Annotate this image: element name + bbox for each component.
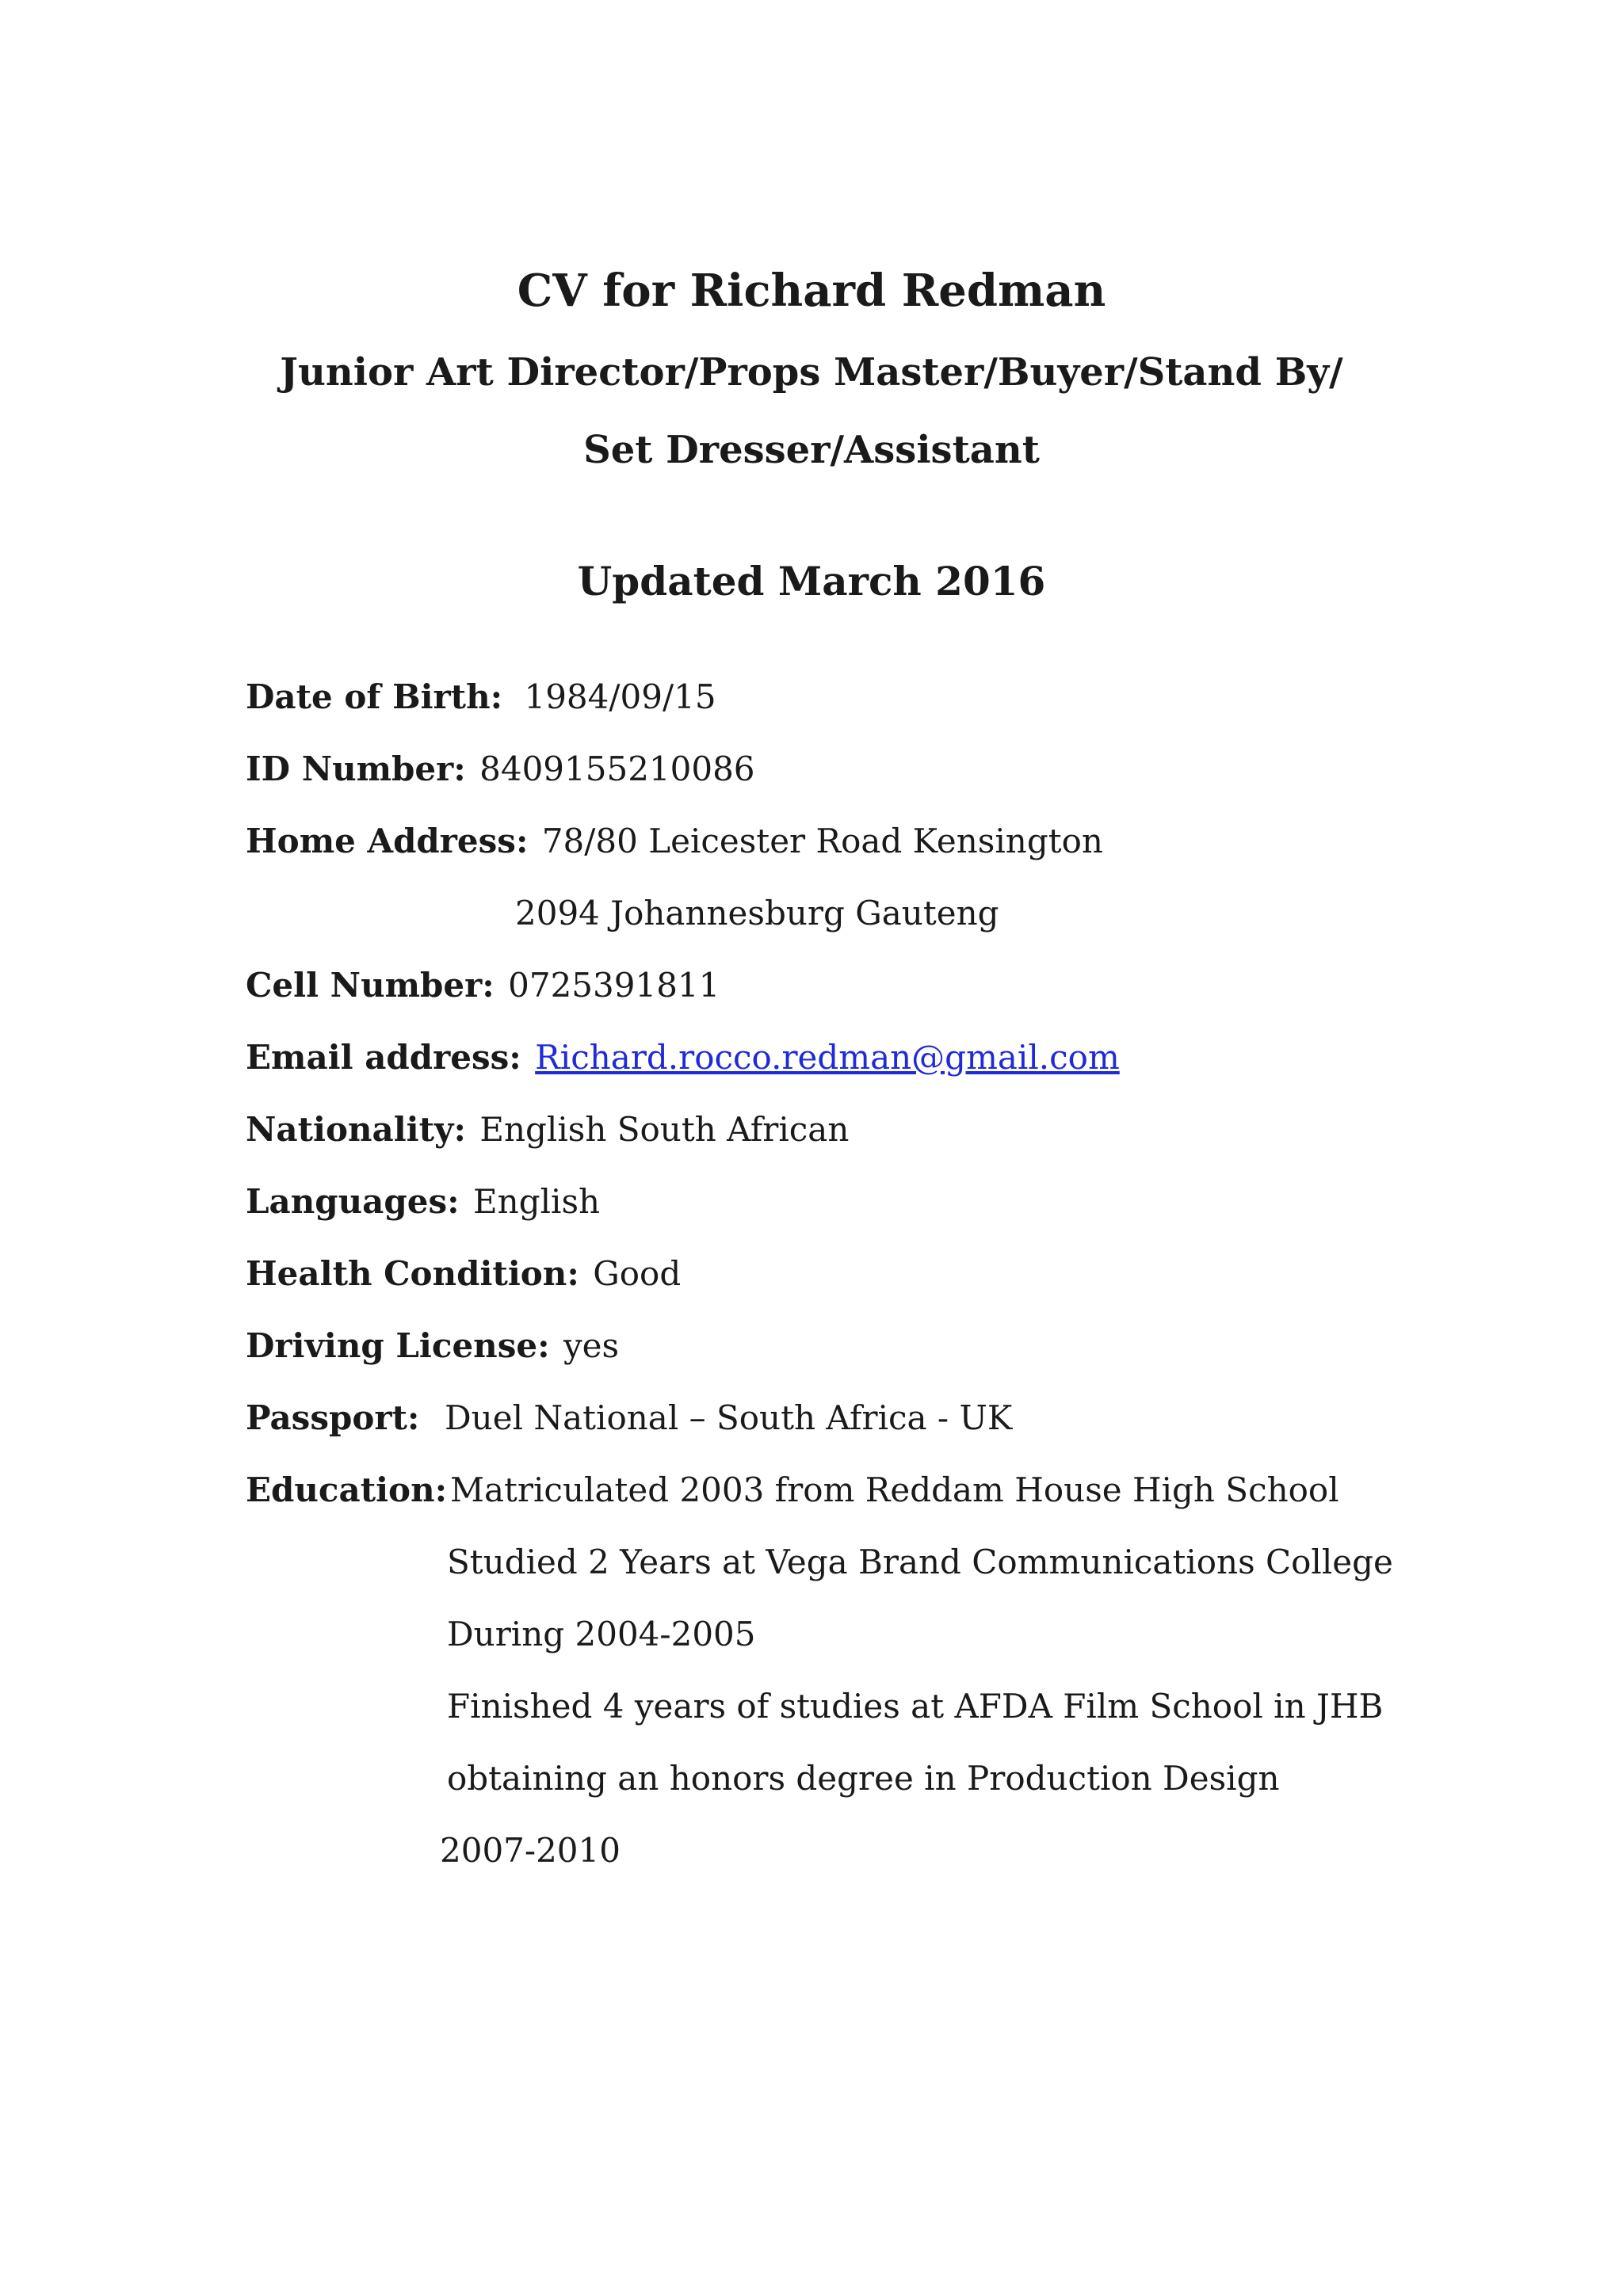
email-link[interactable]: Richard.rocco.redman@gmail.com bbox=[535, 1038, 1120, 1077]
health-row bbox=[246, 1250, 681, 1298]
dob-row bbox=[246, 673, 716, 721]
education-line: obtaining an honors degree in Production Design bbox=[447, 1759, 1280, 1798]
nationality-value: English South African bbox=[479, 1110, 850, 1149]
education-label: Education: bbox=[246, 1470, 448, 1509]
address-line-1: 78/80 Leicester Road Kensington bbox=[541, 822, 1103, 860]
dob-label: Date of Birth: bbox=[246, 677, 503, 716]
email-label: Email address: bbox=[246, 1038, 521, 1077]
languages-label: Languages: bbox=[246, 1182, 460, 1221]
cell-row bbox=[246, 962, 720, 1009]
education-line: During 2004-2005 bbox=[447, 1615, 756, 1653]
passport-row bbox=[246, 1394, 419, 1442]
address-label: Home Address: bbox=[246, 822, 529, 860]
id-row bbox=[246, 746, 755, 793]
cell-value: 0725391811 bbox=[508, 966, 720, 1005]
nationality-label: Nationality: bbox=[246, 1110, 466, 1149]
cv-title: CV for Richard Redman bbox=[517, 265, 1106, 317]
address-row bbox=[246, 818, 1103, 865]
id-label: ID Number: bbox=[246, 749, 466, 788]
languages-row bbox=[246, 1178, 600, 1226]
education-line: 2007-2010 bbox=[440, 1831, 621, 1870]
dob-value: 1984/09/15 bbox=[524, 677, 716, 716]
languages-value: English bbox=[473, 1182, 601, 1221]
education-line: Finished 4 years of studies at AFDA Film School in JHB bbox=[447, 1687, 1384, 1726]
education-line: Matriculated 2003 from Reddam House High School bbox=[450, 1470, 1339, 1509]
passport-label: Passport: bbox=[246, 1398, 420, 1437]
nationality-row bbox=[246, 1106, 849, 1154]
driving-value: yes bbox=[563, 1326, 620, 1365]
job-titles-line-1: Junior Art Director/Props Master/Buyer/Stand By/ bbox=[280, 350, 1343, 395]
education-line: Studied 2 Years at Vega Brand Communications College bbox=[447, 1543, 1393, 1581]
email-row bbox=[246, 1034, 1120, 1081]
driving-row bbox=[246, 1322, 619, 1370]
id-value: 8409155210086 bbox=[479, 749, 755, 788]
cell-label: Cell Number: bbox=[246, 966, 495, 1005]
job-titles-line-2: Set Dresser/Assistant bbox=[583, 428, 1040, 472]
education-row bbox=[246, 1466, 447, 1514]
driving-label: Driving License: bbox=[246, 1326, 550, 1365]
passport-value: Duel National – South Africa - UK bbox=[445, 1398, 1013, 1437]
updated-date: Updated March 2016 bbox=[577, 558, 1046, 605]
health-label: Health Condition: bbox=[246, 1254, 579, 1293]
health-value: Good bbox=[593, 1254, 682, 1293]
address-line-2: 2094 Johannesburg Gauteng bbox=[515, 894, 999, 933]
